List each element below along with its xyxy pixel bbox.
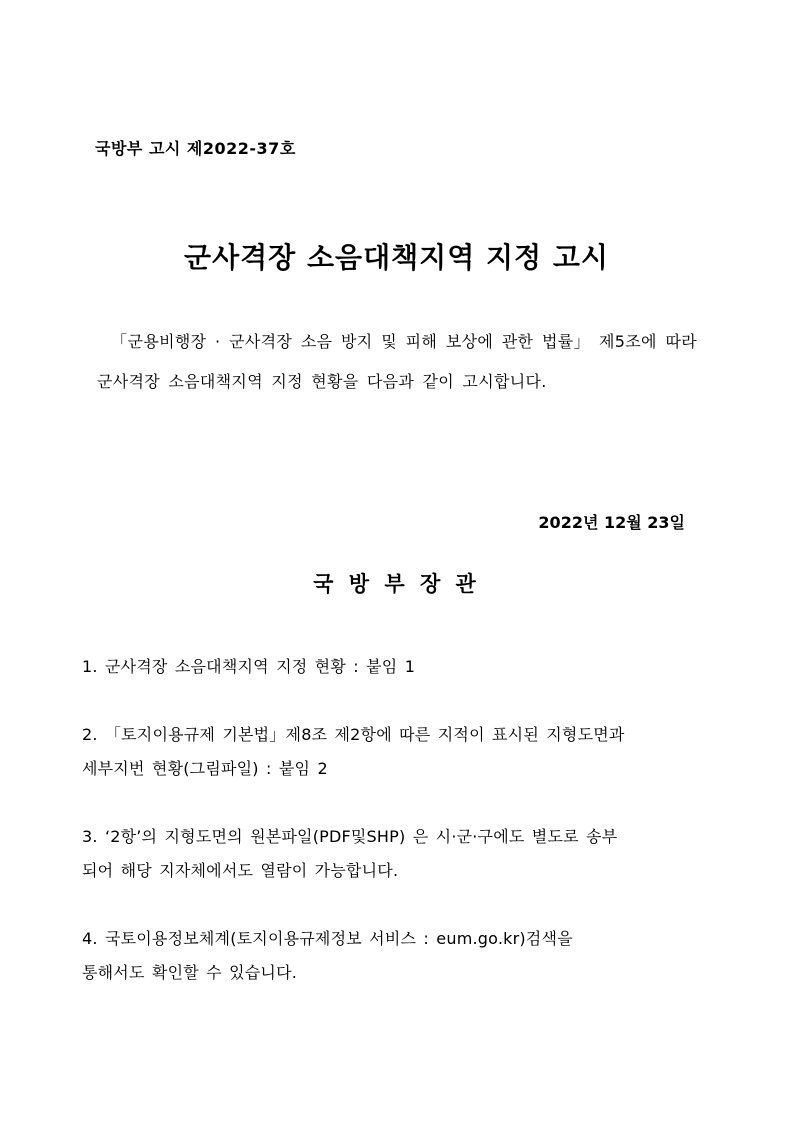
notice-number: 국방부 고시 제2022-37호 <box>95 139 296 158</box>
note-3-line-2: 되어 해당 지자체에서도 열람이 가능합니다. <box>82 861 399 880</box>
note-2-line-1: 2. 「토지이용규제 기본법」제8조 제2항에 따른 지적이 표시된 지형도면과 <box>82 725 625 744</box>
note-item-2 <box>82 718 712 786</box>
note-1-line-1: 1. 군사격장 소음대책지역 지정 현황 : 붙임 1 <box>82 657 416 676</box>
note-item-4 <box>82 922 712 990</box>
note-item-3 <box>82 820 712 888</box>
page-title: 군사격장 소음대책지역 지정 고시 <box>184 241 609 274</box>
note-3-line-1: 3. ‘2항’의 지형도면의 원본파일(PDF및SHP) 은 시·군·구에도 별도로 송부 <box>82 827 618 846</box>
note-item-1 <box>82 650 712 684</box>
intro-paragraph: 「군용비행장 · 군사격장 소음 방지 및 피해 보상에 관한 법률」 제5조에 따라 군사격장 소음대책지역 지정 현황을 다음과 같이 고시합니다. <box>97 332 697 391</box>
note-4-line-2: 통해서도 확인할 수 있습니다. <box>82 963 298 982</box>
notes-list <box>82 650 712 990</box>
note-4-line-1: 4. 국토이용정보체계(토지이용규제정보 서비스 : eum.go.kr)검색을 <box>82 929 573 948</box>
notice-date: 2022년 12월 23일 <box>538 513 685 532</box>
issuer-name: 국 방 부 장 관 <box>313 572 480 596</box>
note-2-line-2: 세부지번 현황(그림파일) : 붙임 2 <box>82 759 328 778</box>
